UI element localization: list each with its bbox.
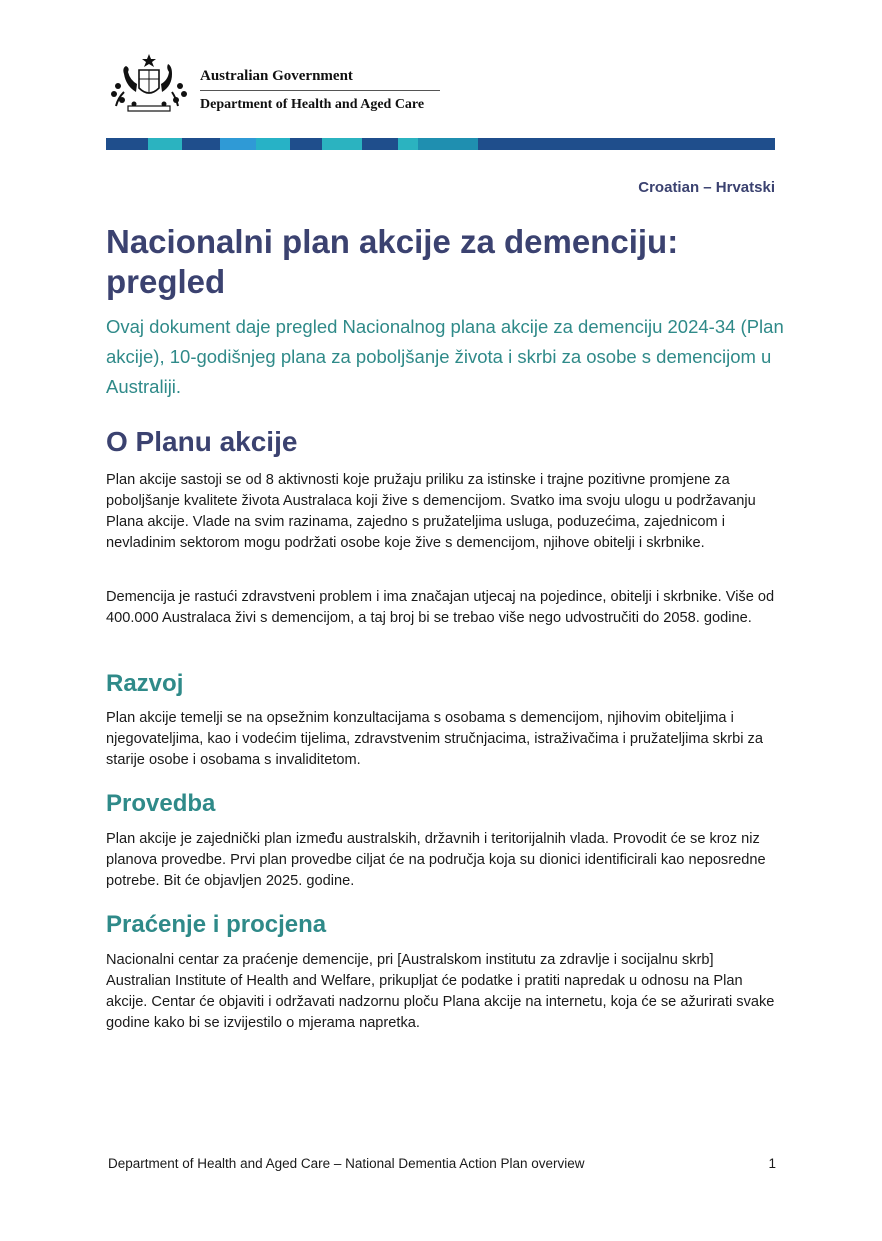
stripe-segment (106, 138, 148, 150)
section-heading-development: Razvoj (106, 670, 184, 697)
document-title: Nacionalni plan akcije za demenciju: pregled (106, 223, 679, 300)
stripe-segment (398, 138, 418, 150)
section-heading-about: O Planu akcije (106, 426, 298, 457)
header-color-stripe (106, 138, 775, 150)
stripe-segment (220, 138, 256, 150)
government-wordmark (200, 52, 440, 113)
implementation-paragraph: Plan akcije je zajednički plan između australskih, državnih i teritorijalnih vlada. Provodit će se kroz niz planova provedbe. Prvi plan provedbe ciljat će na područja koja su dionici identificirali kao neposredne potrebe. Bit će objavljen 2025. godine. (106, 831, 766, 889)
government-logo (106, 52, 440, 114)
stripe-segment (418, 138, 478, 150)
language-label: Croatian – Hrvatski (638, 179, 775, 196)
about-paragraph-2: Demencija je rastući zdravstveni problem i ima značajan utjecaj na pojedince, obitelji i skrbnike. Više od 400.000 Australaca živi s demencijom, a taj broj bi se trebao više nego udvostručiti do 2058. godine. (106, 589, 775, 626)
stripe-segment (182, 138, 220, 150)
about-paragraph-1: Plan akcije sastoji se od 8 aktivnosti koje pružaju priliku za istinske i trajne pozitivne promjene za poboljšanje kvalitete života Australaca koji žive s demencijom. Svatko ima svoju ulogu u podržavanju Plana akcije. Vlade na svim razinama, zajedno s pružateljima usluga, poduzećima, zajednicom i nevladinim sektorom mogu podržati osobe koje žive s demencijom, njihove obitelji i skrbnike. (106, 472, 756, 551)
department-name: Department of Health and Aged Care (200, 97, 425, 112)
government-name: Australian Government (200, 68, 353, 84)
stripe-segment (322, 138, 362, 150)
stripe-segment (290, 138, 322, 150)
stripe-segment (256, 138, 290, 150)
coat-of-arms-icon (106, 52, 192, 114)
stripe-segment (148, 138, 182, 150)
stripe-segment (478, 138, 775, 150)
monitoring-paragraph: Nacionalni centar za praćenje demencije, pri [Australskom institutu za zdravlje i socijalnu skrb] Australian Institute of Health and Welfare, prikupljat će podatke i pratiti napredak u odnosu na Plan akcije. Centar će objaviti i održavati nadzornu ploču Plana akcije na internetu, koja će se ažurirati svake godine kako bi se izvijestilo o mjerama napretka. (106, 952, 775, 1031)
footer-text: Department of Health and Aged Care – National Dementia Action Plan overview (108, 1156, 585, 1171)
document-subtitle: Ovaj dokument daje pregled Nacionalnog plana akcije za demenciju 2024-34 (Plan akcije), 10-godišnjeg plana za poboljšanje života i skrbi za osobe s demencijom u Australiji. (106, 316, 784, 397)
stripe-segment (362, 138, 398, 150)
development-paragraph: Plan akcije temelji se na opsežnim konzultacijama s osobama s demencijom, njihovim obiteljima i njegovateljima, kao i vodećim tijelima, zdravstvenim stručnjacima, istraživačima i pružateljima skrbi za starije osobe i osobama s invaliditetom. (106, 710, 763, 768)
page-number: 1 (768, 1156, 776, 1171)
section-heading-implementation: Provedba (106, 790, 216, 817)
section-heading-monitoring: Praćenje i procjena (106, 911, 327, 938)
